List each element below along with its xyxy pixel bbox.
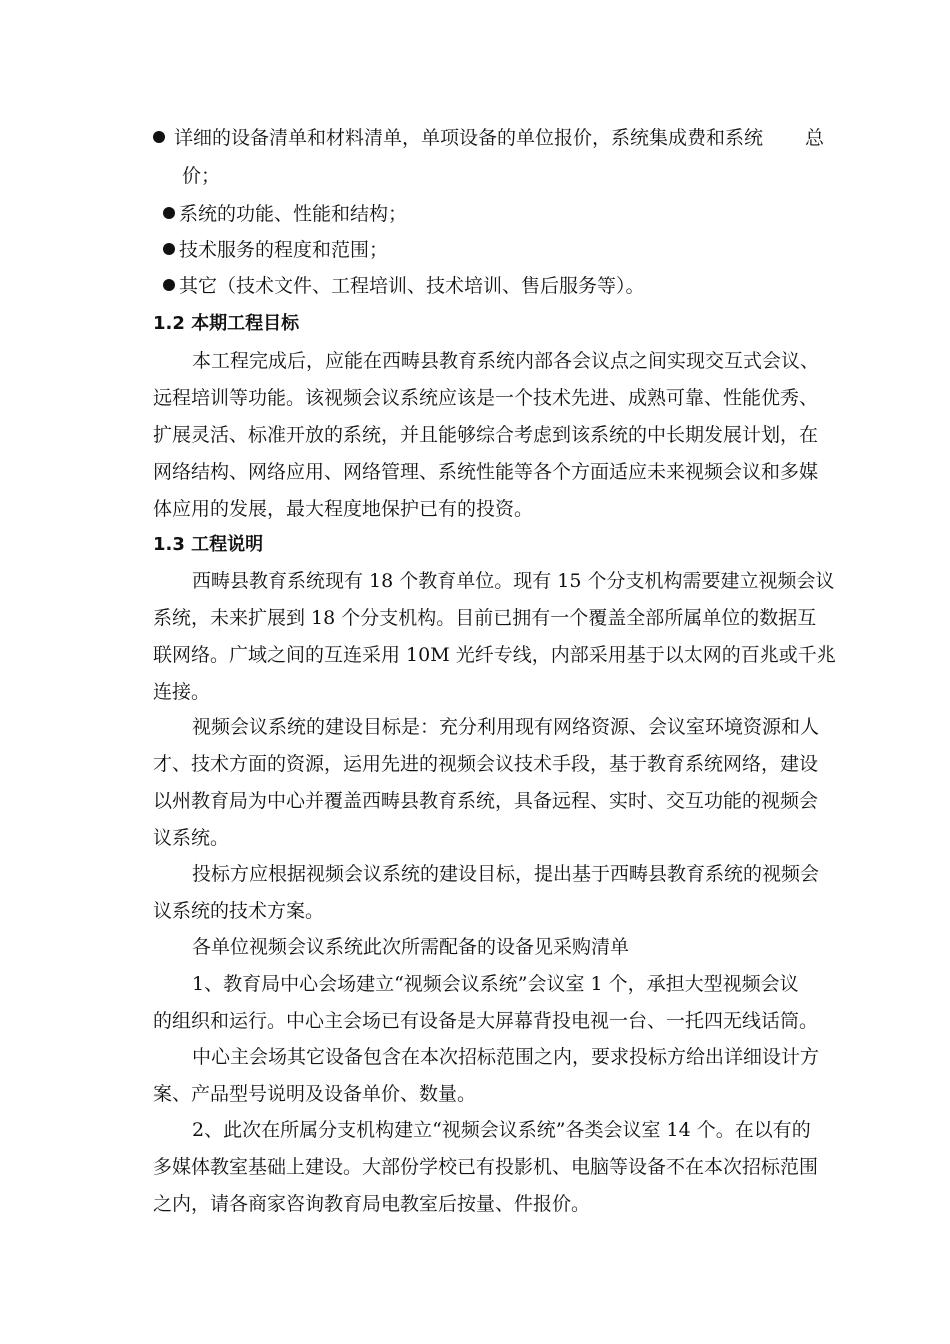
paragraph-line: 多媒体教室基础上建设。大部份学校已有投影机、电脑等设备不在本次招标范围 — [153, 1156, 819, 1178]
paragraph-line: 议系统的技术方案。 — [153, 900, 325, 922]
paragraph-line: 案、产品型号说明及设备单价、数量。 — [153, 1083, 477, 1105]
paragraph-line: 西畴县教育系统现有 18 个教育单位。现有 15 个分支机构需要建立视频会议 — [192, 570, 835, 592]
bullet-dot-icon — [163, 243, 175, 255]
bullet-dot-icon — [153, 131, 165, 143]
bullet-dot-icon — [163, 207, 175, 219]
paragraph-line: 议系统。 — [153, 827, 230, 849]
bullet-dot-icon — [163, 279, 175, 291]
paragraph-line: 中心主会场其它设备包含在本次招标范围之内，要求投标方给出详细设计方 — [192, 1046, 820, 1068]
section-heading-1-2: 1.2 本期工程目标 — [153, 313, 300, 334]
paragraph-line: 本工程完成后，应能在西畴县教育系统内部各会议点之间实现交互式会议、 — [192, 350, 820, 372]
bullet-text: 技术服务的程度和范围； — [179, 239, 389, 261]
bullet-text: 其它（技术文件、工程培训、技术培训、售后服务等）。 — [179, 275, 645, 297]
paragraph-line: 之内，请各商家咨询教育局电教室后按量、件报价。 — [153, 1193, 591, 1215]
section-heading-1-3: 1.3 工程说明 — [153, 534, 264, 555]
paragraph-line: 视频会议系统的建设目标是：充分利用现有网络资源、会议室环境资源和人 — [192, 716, 820, 738]
paragraph-line: 才、技术方面的资源，运用先进的视频会议技术手段，基于教育系统网络，建设 — [153, 753, 819, 775]
paragraph-line: 2、此次在所属分支机构建立“视频会议系统”各类会议室 14 个。在以有的 — [192, 1119, 811, 1141]
bullet-text: 详细的设备清单和材料清单，单项设备的单位报价，系统集成费和系统 — [174, 127, 764, 149]
bullet-item-4 — [163, 274, 950, 298]
bullet-item-3 — [163, 238, 950, 262]
paragraph-line: 体应用的发展，最大程度地保护已有的投资。 — [153, 498, 534, 520]
paragraph-line: 远程培训等功能。该视频会议系统应该是一个技术先进、成熟可靠、性能优秀、 — [153, 387, 819, 409]
bullet-text: 系统的功能、性能和结构； — [179, 203, 408, 225]
paragraph-line: 连接。 — [153, 681, 211, 703]
paragraph-line: 系统，未来扩展到 18 个分支机构。目前已拥有一个覆盖全部所属单位的数据互 — [153, 607, 817, 629]
paragraph-line: 的组织和运行。中心主会场已有设备是大屏幕背投电视一台、一托四无线话筒。 — [153, 1010, 819, 1032]
bullet-item-2 — [163, 202, 950, 226]
paragraph-line: 网络结构、网络应用、网络管理、系统性能等各个方面适应未来视频会议和多媒 — [153, 461, 819, 483]
bullet-trailing-char: 总 — [805, 127, 825, 149]
bullet-continuation: 价； — [182, 165, 221, 187]
paragraph-line: 以州教育局为中心并覆盖西畴县教育系统，具备远程、实时、交互功能的视频会 — [153, 790, 819, 812]
paragraph-line: 各单位视频会议系统此次所需配备的设备见采购清单 — [192, 936, 630, 958]
paragraph-line: 1、教育局中心会场建立“视频会议系统”会议室 1 个，承担大型视频会议 — [192, 973, 799, 995]
paragraph-line: 联网络。广域之间的互连采用 10M 光纤专线，内部采用基于以太网的百兆或千兆 — [153, 644, 836, 666]
paragraph-line: 扩展灵活、标准开放的系统，并且能够综合考虑到该系统的中长期发展计划，在 — [153, 424, 819, 446]
paragraph-line: 投标方应根据视频会议系统的建设目标，提出基于西畴县教育系统的视频会 — [192, 863, 820, 885]
